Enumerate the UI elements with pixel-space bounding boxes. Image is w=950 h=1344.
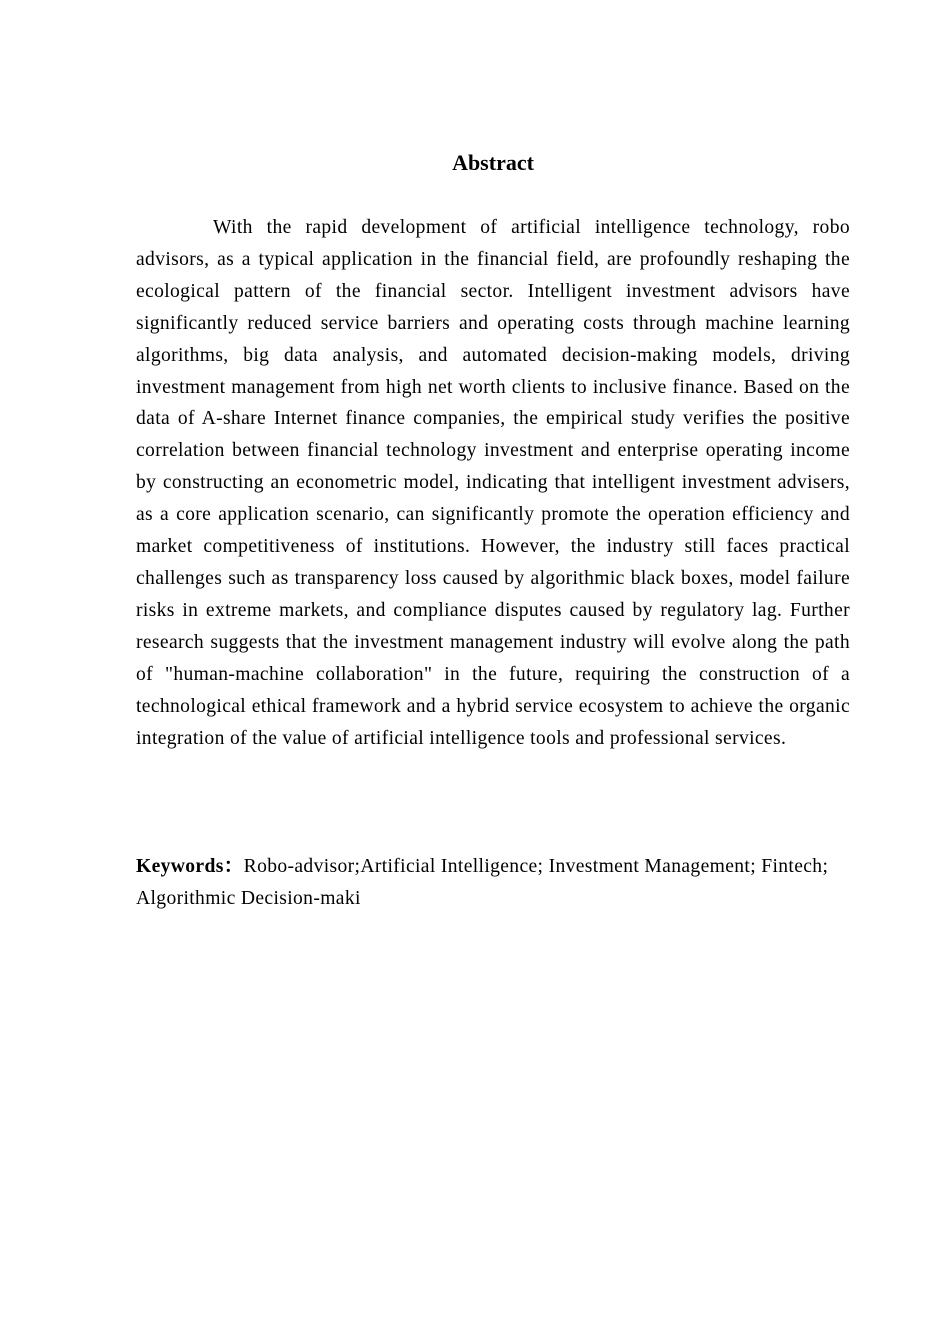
abstract-body: With the rapid development of artificial intelligence technology, robo advisors, as a typical application in the financial field, are profoundly reshaping the ecological pattern of the financial sector. Intelligent investment advisors have significantly reduced service barriers and operating costs through machine learning algorithms, big data analysis, and automated decision-making models, driving investment management from high net worth clients to inclusive finance. Based on the data of A-share Internet finance companies, the empirical study verifies the positive correlation between financial technology investment and enterprise operating income by constructing an econometric model, indicating that intelligent investment advisers, as a core application scenario, can significantly promote the operation efficiency and market competitiveness of institutions. However, the industry still faces practical challenges such as transparency loss caused by algorithmic black boxes, model failure risks in extreme markets, and compliance disputes caused by regulatory lag. Further research suggests that the investment management industry will evolve along the path of "human-machine collaboration" in the future, requiring the construction of a technological ethical framework and a hybrid service ecosystem to achieve the organic integration of the value of artificial intelligence tools and professional services.	[136, 217, 850, 749]
abstract-title: Abstract	[452, 150, 534, 175]
keywords-line	[136, 851, 850, 915]
keywords-label: Keywords：	[136, 856, 244, 877]
keywords-text: Robo-advisor;Artificial Intelligence; Investment Management; Fintech; Algorithmic Decision-maki	[136, 856, 829, 909]
